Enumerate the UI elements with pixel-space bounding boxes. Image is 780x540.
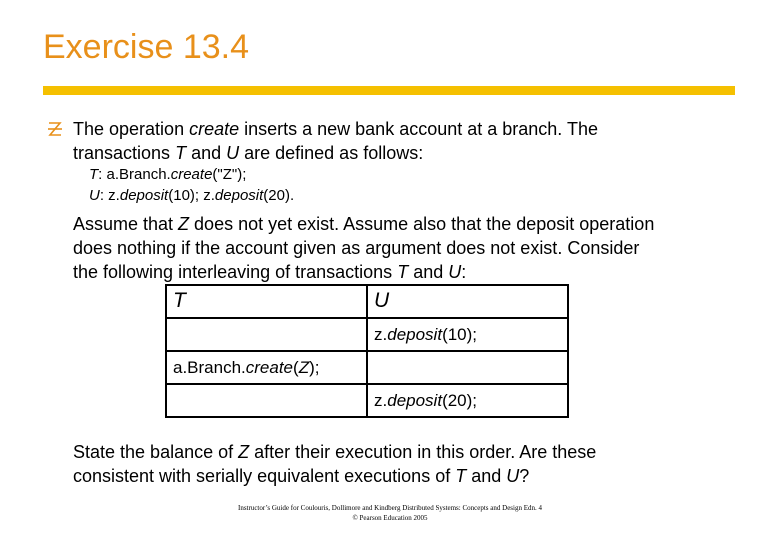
table-row	[166, 351, 568, 384]
table-header-row	[166, 285, 568, 318]
transaction-U-definition: U: z.deposit(10); z.deposit(20).	[89, 187, 295, 204]
table-row	[166, 384, 568, 417]
title-underline-bar	[43, 86, 735, 95]
cell-T-empty	[166, 318, 367, 351]
cell-U-deposit-20: z.deposit(20);	[367, 384, 568, 417]
header-cell-T: T	[166, 285, 367, 318]
slide-title: Exercise 13.4	[43, 28, 249, 66]
header-cell-U: U	[367, 285, 568, 318]
footer-citation: Instructor’s Guide for Coulouris, Dollimore and Kindberg Distributed Systems: Concepts and Design Edn. 4	[237, 504, 542, 512]
footer-copyright: © Pearson Education 2005	[352, 514, 428, 522]
cell-T-empty	[166, 384, 367, 417]
transaction-T-definition: T: a.Branch.create("Z");	[89, 166, 247, 183]
question-paragraph: State the balance of Z after their execution in this order. Are these consistent with serially equivalent executions of T and U?	[73, 442, 597, 486]
assumption-paragraph: Assume that Z does not yet exist. Assume also that the deposit operation does nothing if the account given as argument does not exist. Consider the following interleaving of transactions T and U:	[73, 214, 655, 282]
interleaving-table	[165, 284, 569, 418]
cell-U-deposit-10: z.deposit(10);	[367, 318, 568, 351]
cell-T-create: a.Branch.create(Z);	[166, 351, 367, 384]
cell-U-empty	[367, 351, 568, 384]
intro-paragraph: The operation create inserts a new bank account at a branch. The transactions T and U are defined as follows:	[73, 119, 598, 163]
table-row	[166, 318, 568, 351]
z-bullet-icon	[47, 121, 63, 137]
